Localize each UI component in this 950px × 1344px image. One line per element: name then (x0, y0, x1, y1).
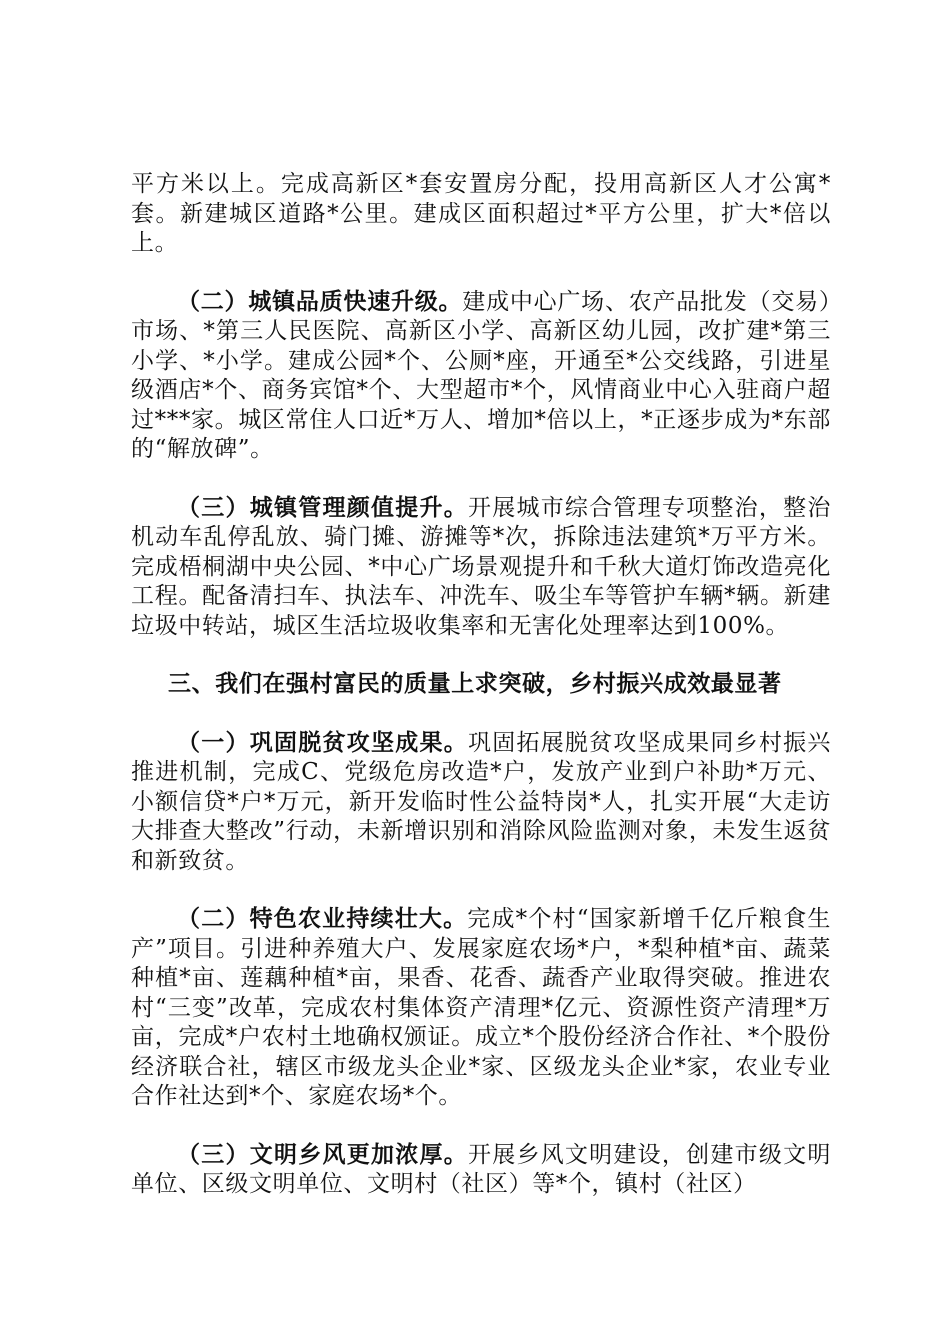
paragraph-poverty-alleviation (131, 728, 831, 877)
paragraph-text: 完成*个村“国家新增千亿斤粮食生产”项目。引进种养殖大户、发展家庭农场*户，*梨种植*亩、蔬菜种植*亩、莲藕种植*亩，果香、花香、蔬香产业取得突破。推进农村“三变”改革，完成农村集体资产清理*亿元、资源性资产清理*万亩，完成*户农村土地确权颁证。成立*个股份经济合作社、*个股份经济联合社，辖区市级龙头企业*家、区级龙头企业*家，农业专业合作社达到*个、家庭农场*个。 (131, 906, 832, 1109)
section-heading: 三、我们在强村富民的质量上求突破，乡村振兴成效最显著 (168, 670, 782, 697)
paragraph-text: 巩固拓展脱贫攻坚成果同乡村振兴推进机制，完成C、党级危房改造*户，发放产业到户补助*万元、小额信贷*户*万元，新开发临时性公益特岗*人，扎实开展“大走访大排查大整改”行动，未新增识别和消除风险监测对象，未发生返贫和新致贫。 (131, 729, 831, 874)
paragraph-lead: （二）城镇品质快速升级。 (177, 287, 463, 315)
paragraph-lead: （三）文明乡风更加浓厚。 (177, 1140, 468, 1168)
paragraph-special-agriculture (131, 904, 831, 1112)
paragraph-urban-construction-continued (131, 170, 831, 259)
document-body (131, 170, 831, 1228)
paragraph-civilized-rural-customs (131, 1140, 831, 1200)
paragraph-town-quality (131, 287, 831, 465)
paragraph-text: 开展乡风文明建设，创建市级文明单位、区级文明单位、文明村（社区）等*个，镇村（社区） (131, 1141, 831, 1197)
paragraph-lead: （二）特色农业持续壮大。 (177, 905, 468, 932)
paragraph-lead: （一）巩固脱贫攻坚成果。 (177, 728, 468, 756)
paragraph-text: 建成中心广场、农产品批发（交易）市场、*第三人民医院、高新区小学、高新区幼儿园，改扩建*第三小学、*小学。建成公园*个、公厕*座，开通至*公交线路，引进星级酒店*个、商务宾馆*个、大型超市*个，风情商业中心入驻商户超过***家。城区常住人口近*万人、增加*倍以上，*正逐步成为*东部的“解放碑”。 (131, 288, 832, 462)
paragraph-text: 平方米以上。完成高新区*套安置房分配，投用高新区人才公寓*套。新建城区道路*公里。建成区面积超过*平方公里，扩大*倍以上。 (131, 171, 831, 256)
paragraph-lead: （三）城镇管理颜值提升。 (177, 493, 468, 521)
paragraph-town-management (131, 493, 831, 642)
paragraph-text: 开展城市综合管理专项整治，整治机动车乱停乱放、骑门摊、游摊等*次，拆除违法建筑*万平方米。完成梧桐湖中央公园、*中心广场景观提升和千秋大道灯饰改造亮化工程。配备清扫车、执法车、冲洗车、吸尘车等管护车辆*辆。新建垃圾中转站，城区生活垃圾收集率和无害化处理率达到100%。 (131, 494, 831, 639)
